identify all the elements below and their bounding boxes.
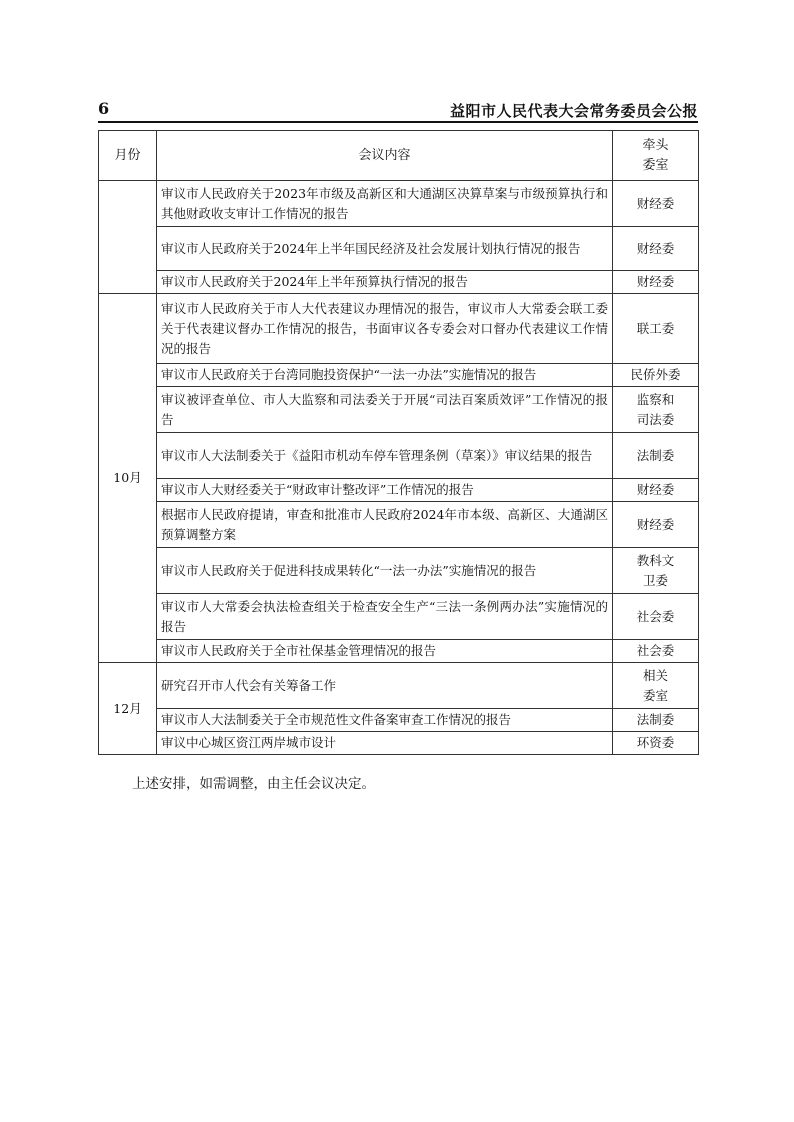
table-row — [99, 433, 699, 479]
table-row — [99, 271, 699, 294]
meeting-schedule-table — [98, 130, 699, 755]
content-cell: 审议市人民政府关于台湾同胞投资保护“一法一办法”实施情况的报告 — [157, 364, 613, 387]
table-row — [99, 732, 699, 755]
dept-cell: 监察和 司法委 — [613, 387, 699, 433]
content-cell: 审议中心城区资江两岸城市设计 — [157, 732, 613, 755]
content-cell: 审议市人民政府关于2023年市级及高新区和大通湖区决算草案与市级预算执行和其他财政收支审计工作情况的报告 — [157, 181, 613, 227]
bulletin-title: 益阳市人民代表大会常务委员会公报 — [449, 102, 698, 120]
dept-cell: 社会委 — [613, 640, 699, 663]
dept-cell: 财经委 — [613, 271, 699, 294]
content-cell: 审议市人大常委会执法检查组关于检查安全生产“三法一条例两办法”实施情况的报告 — [157, 594, 613, 640]
table-row — [99, 502, 699, 548]
dept-cell: 财经委 — [613, 479, 699, 502]
month-cell: 12月 — [99, 663, 157, 755]
dept-cell: 教科文 卫委 — [613, 548, 699, 594]
dept-column-header: 牵头 委室 — [613, 131, 699, 181]
content-cell: 审议市人民政府关于2024年上半年国民经济及社会发展计划执行情况的报告 — [157, 227, 613, 271]
dept-cell: 民侨外委 — [613, 364, 699, 387]
content-column-header: 会议内容 — [157, 131, 613, 181]
dept-cell: 环资委 — [613, 732, 699, 755]
closing-note: 上述安排，如需调整，由主任会议决定。 — [132, 776, 375, 792]
page-number: 6 — [98, 99, 110, 118]
table-row — [99, 640, 699, 663]
table-row — [99, 227, 699, 271]
table-row — [99, 594, 699, 640]
dept-cell: 联工委 — [613, 294, 699, 364]
content-cell: 审议市人民政府关于促进科技成果转化“一法一办法”实施情况的报告 — [157, 548, 613, 594]
month-cell: 10月 — [99, 294, 157, 663]
content-cell: 审议市人民政府关于全市社保基金管理情况的报告 — [157, 640, 613, 663]
content-cell: 审议市人民政府关于2024年上半年预算执行情况的报告 — [157, 271, 613, 294]
table-row — [99, 294, 699, 364]
dept-cell: 财经委 — [613, 502, 699, 548]
table-header-row — [99, 131, 699, 181]
content-cell: 研究召开市人代会有关筹备工作 — [157, 663, 613, 709]
table-row — [99, 548, 699, 594]
dept-cell: 法制委 — [613, 709, 699, 732]
content-cell: 根据市人民政府提请，审查和批准市人民政府2024年市本级、高新区、大通湖区预算调整方案 — [157, 502, 613, 548]
content-cell: 审议市人民政府关于市人大代表建议办理情况的报告，审议市人大常委会联工委关于代表建议督办工作情况的报告，书面审议各专委会对口督办代表建议工作情况的报告 — [157, 294, 613, 364]
table-body — [99, 181, 699, 755]
table-row — [99, 364, 699, 387]
table-row — [99, 387, 699, 433]
content-cell: 审议市人大财经委关于“财政审计整改评”工作情况的报告 — [157, 479, 613, 502]
table-row — [99, 479, 699, 502]
dept-cell: 财经委 — [613, 181, 699, 227]
month-cell — [99, 181, 157, 294]
dept-cell: 社会委 — [613, 594, 699, 640]
dept-cell: 相关 委室 — [613, 663, 699, 709]
dept-cell: 法制委 — [613, 433, 699, 479]
dept-cell: 财经委 — [613, 227, 699, 271]
table-row — [99, 709, 699, 732]
content-cell: 审议市人大法制委关于全市规范性文件备案审查工作情况的报告 — [157, 709, 613, 732]
table-row — [99, 181, 699, 227]
table-row — [99, 663, 699, 709]
page-header — [98, 99, 698, 123]
content-cell: 审议市人大法制委关于《益阳市机动车停车管理条例（草案）》审议结果的报告 — [157, 433, 613, 479]
month-column-header: 月份 — [99, 131, 157, 181]
content-cell: 审议被评查单位、市人大监察和司法委关于开展“司法百案质效评”工作情况的报告 — [157, 387, 613, 433]
